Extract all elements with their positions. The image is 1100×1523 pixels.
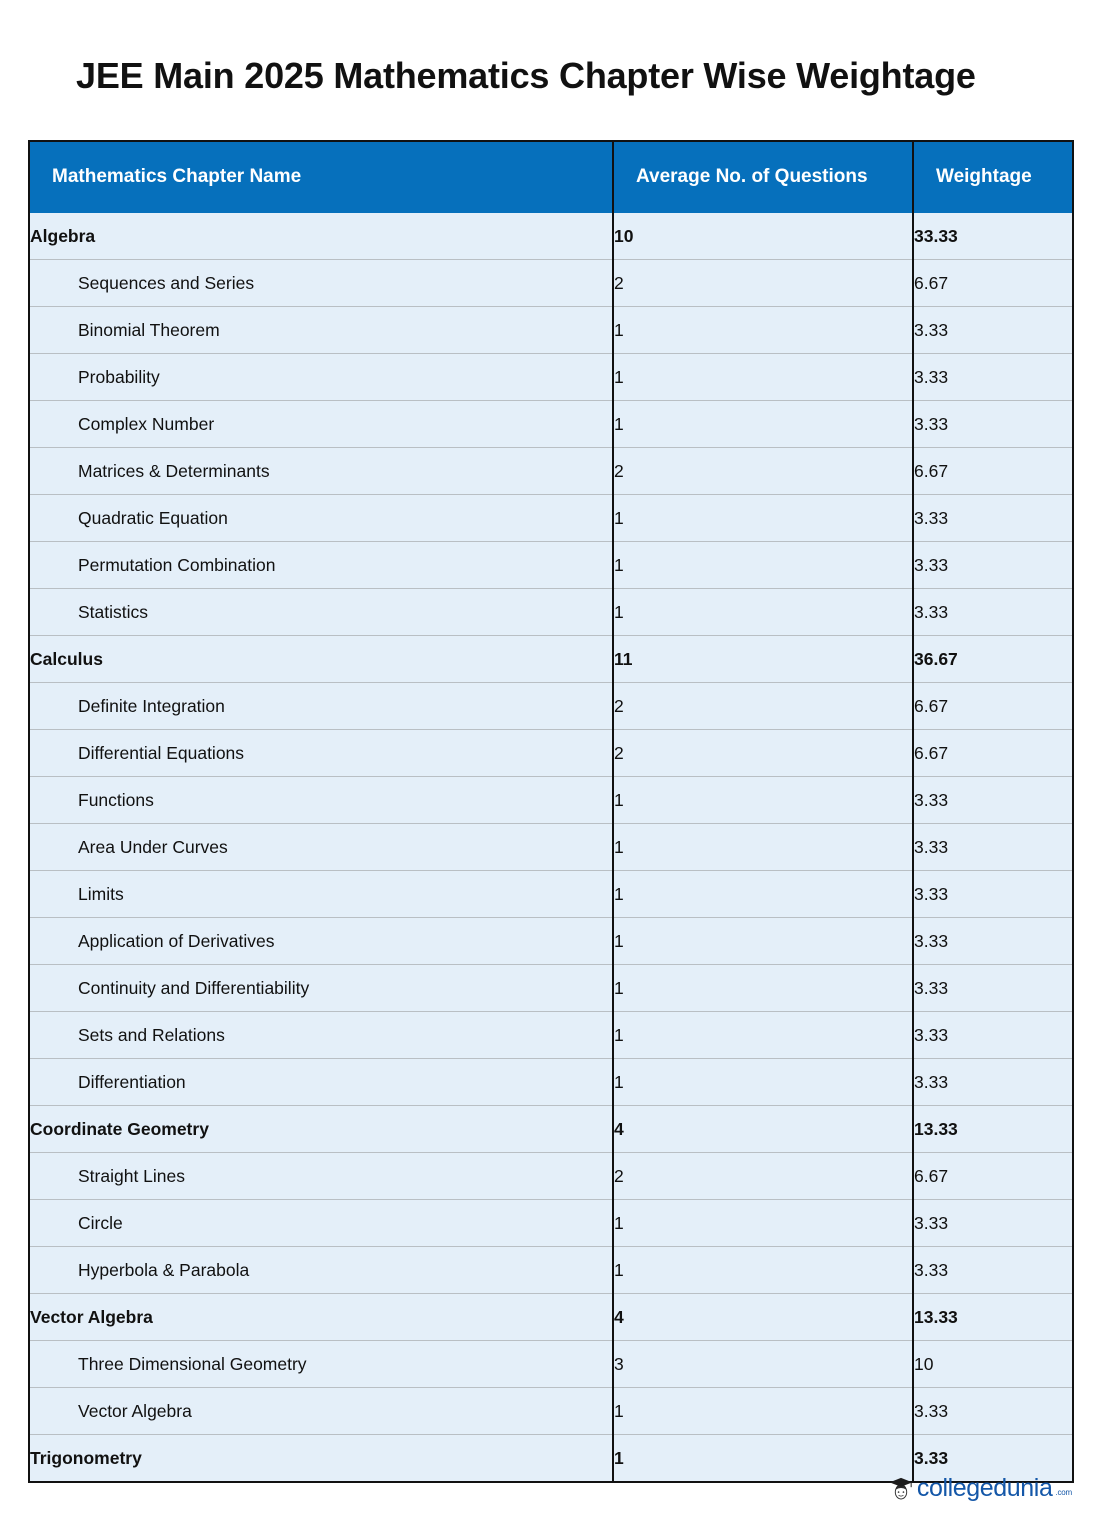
column-header-chapter: Mathematics Chapter Name [29,141,613,213]
chapter-name-cell: Complex Number [29,401,613,448]
average-questions-cell: 1 [613,354,913,401]
chapter-name-cell: Probability [29,354,613,401]
weightage-cell: 3.33 [913,542,1073,589]
average-questions-cell: 4 [613,1294,913,1341]
average-questions-cell: 1 [613,1388,913,1435]
chapter-name-cell: Binomial Theorem [29,307,613,354]
weightage-cell: 6.67 [913,1153,1073,1200]
table-row [29,213,1073,260]
weightage-cell: 3.33 [913,965,1073,1012]
chapter-name-cell: Differentiation [29,1059,613,1106]
average-questions-cell: 11 [613,636,913,683]
table-row [29,1388,1073,1435]
weightage-cell: 36.67 [913,636,1073,683]
weightage-cell: 3.33 [913,824,1073,871]
weightage-cell: 3.33 [913,1012,1073,1059]
weightage-cell: 3.33 [913,307,1073,354]
weightage-cell: 3.33 [913,1435,1073,1482]
average-questions-cell: 4 [613,1106,913,1153]
table-row [29,871,1073,918]
chapter-name-cell: Definite Integration [29,683,613,730]
chapter-name-cell: Continuity and Differentiability [29,965,613,1012]
chapter-name-cell: Area Under Curves [29,824,613,871]
category-name-cell: Algebra [29,213,613,260]
table-row [29,1200,1073,1247]
chapter-name-cell: Hyperbola & Parabola [29,1247,613,1294]
category-name-cell: Vector Algebra [29,1294,613,1341]
weightage-cell: 6.67 [913,448,1073,495]
table-row [29,965,1073,1012]
collegedunia-logo[interactable] [888,1475,1072,1501]
chapter-weightage-table [28,140,1074,1483]
table-row [29,683,1073,730]
table-head [29,141,1073,213]
table-row [29,918,1073,965]
average-questions-cell: 1 [613,871,913,918]
table-row [29,1294,1073,1341]
table-row [29,1341,1073,1388]
category-name-cell: Calculus [29,636,613,683]
average-questions-cell: 1 [613,965,913,1012]
table-row [29,589,1073,636]
table-row [29,448,1073,495]
chapter-name-cell: Application of Derivatives [29,918,613,965]
table-row [29,730,1073,777]
weightage-cell: 3.33 [913,1247,1073,1294]
average-questions-cell: 1 [613,1435,913,1482]
graduation-cap-icon [888,1475,914,1501]
average-questions-cell: 1 [613,542,913,589]
weightage-cell: 3.33 [913,1200,1073,1247]
weightage-cell: 6.67 [913,260,1073,307]
chapter-name-cell: Straight Lines [29,1153,613,1200]
chapter-name-cell: Permutation Combination [29,542,613,589]
table-row [29,307,1073,354]
logo-wordmark: collegedunia [916,1473,1053,1502]
chapter-name-cell: Sequences and Series [29,260,613,307]
table-row [29,495,1073,542]
chapter-name-cell: Limits [29,871,613,918]
table-row [29,1012,1073,1059]
chapter-name-cell: Vector Algebra [29,1388,613,1435]
weightage-cell: 6.67 [913,683,1073,730]
table-row [29,1106,1073,1153]
table-row [29,636,1073,683]
weightage-cell: 6.67 [913,730,1073,777]
average-questions-cell: 1 [613,401,913,448]
average-questions-cell: 1 [613,307,913,354]
page-root [0,24,1100,1523]
average-questions-cell: 2 [613,730,913,777]
average-questions-cell: 10 [613,213,913,260]
table-row [29,777,1073,824]
weightage-cell: 33.33 [914,225,958,246]
weightage-cell: 3.33 [913,401,1073,448]
chapter-name-cell: Matrices & Determinants [29,448,613,495]
average-questions-cell: 1 [613,824,913,871]
table-header-row [29,141,1073,213]
table-body [29,213,1073,1482]
logo-tld: .com [1055,1488,1072,1498]
chapter-name-cell: Sets and Relations [29,1012,613,1059]
column-header-weightage: Weightage [913,141,1073,213]
average-questions-cell: 1 [613,1200,913,1247]
weightage-cell: 3.33 [913,589,1073,636]
chapter-name-cell: Circle [29,1200,613,1247]
average-questions-cell: 1 [613,589,913,636]
average-questions-cell: 2 [613,260,913,307]
chapter-name-cell: Differential Equations [29,730,613,777]
average-questions-cell: 1 [613,495,913,542]
chapter-name-cell: Quadratic Equation [29,495,613,542]
weightage-cell: 13.33 [913,1294,1073,1341]
weightage-cell: 3.33 [913,777,1073,824]
average-questions-cell: 1 [613,918,913,965]
average-questions-cell: 2 [613,448,913,495]
average-questions-cell: 3 [613,1341,913,1388]
table-row [29,401,1073,448]
chapter-name-cell: Functions [29,777,613,824]
table-row [29,542,1073,589]
table-row [29,260,1073,307]
column-header-average-questions: Average No. of Questions [613,141,913,213]
weightage-cell: 3.33 [913,871,1073,918]
weightage-cell: 3.33 [913,495,1073,542]
weightage-cell: 3.33 [913,1059,1073,1106]
category-name-cell: Trigonometry [29,1435,613,1482]
weightage-cell: 10 [913,1341,1073,1388]
table-row [29,1153,1073,1200]
weightage-cell: 13.33 [913,1106,1073,1153]
chapter-name-cell: Statistics [29,589,613,636]
average-questions-cell: 1 [613,1247,913,1294]
average-questions-cell: 1 [613,1012,913,1059]
table-row [29,354,1073,401]
page-title: JEE Main 2025 Mathematics Chapter Wise Weightage [76,55,976,97]
average-questions-cell: 2 [613,1153,913,1200]
table-row [29,1247,1073,1294]
average-questions-cell: 1 [613,1059,913,1106]
weightage-cell: 3.33 [913,1388,1073,1435]
category-name-cell: Coordinate Geometry [29,1106,613,1153]
average-questions-cell: 2 [613,683,913,730]
average-questions-cell: 1 [613,777,913,824]
table-row [29,824,1073,871]
table-row [29,1059,1073,1106]
weightage-cell: 3.33 [913,918,1073,965]
weightage-cell: 3.33 [913,354,1073,401]
chapter-name-cell: Three Dimensional Geometry [29,1341,613,1388]
